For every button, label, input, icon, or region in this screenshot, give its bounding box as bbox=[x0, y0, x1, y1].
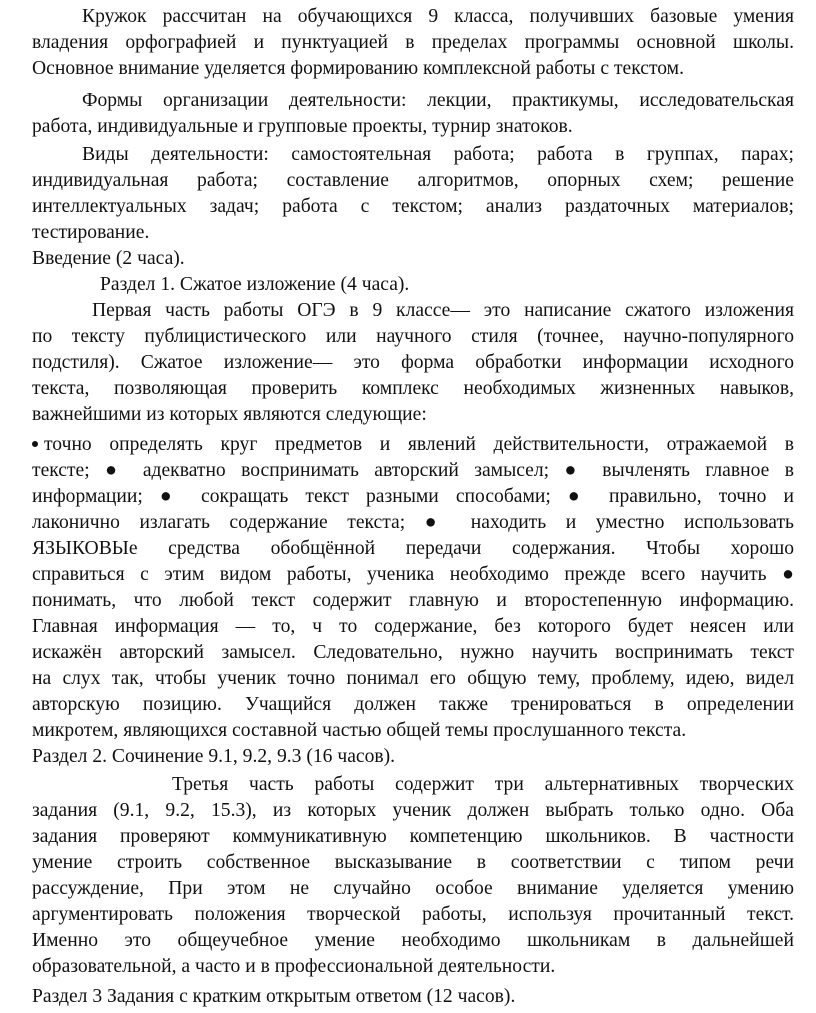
text-line: лаконично излагать содержание текста; ● находить и уместно использовать bbox=[32, 512, 794, 533]
text-line: авторскую позицию. Учащийся должен также тренироваться в определении bbox=[32, 694, 794, 715]
text-line: Раздел 3 Задания с кратким открытым ответом (12 часов). bbox=[32, 986, 516, 1007]
text-line: понимать, что любой текст содержит главную и второстепенную информацию. bbox=[32, 590, 794, 611]
text-line: ЯЗЫКОВЫе средства обобщённой передачи содержания. Чтобы хорошо bbox=[32, 538, 794, 559]
text-line: Главная информация — то, ч то содержание, без которого будет неясен или bbox=[32, 616, 794, 637]
text-line: рассуждение, При этом не случайно особое внимание уделяется умению bbox=[32, 878, 794, 899]
text-line: информации; ● сокращать текст разными способами; ● правильно, точно и bbox=[32, 486, 794, 507]
text-line: важнейшими из которых являются следующие: bbox=[32, 404, 427, 425]
bullet-icon bbox=[32, 441, 38, 447]
text-line: работа, индивидуальные и групповые проекты, турнир знатоков. bbox=[32, 116, 573, 137]
text-line: умение строить собственное высказывание в соответствии с типом речи bbox=[32, 852, 794, 873]
text-line: тестирование. bbox=[32, 222, 150, 243]
text-line: Кружок рассчитан на обучающихся 9 класса, получивших базовые умения bbox=[82, 6, 794, 27]
text-line: образовательной, а часто и в профессиональной деятельности. bbox=[32, 956, 556, 977]
text-line: владения орфографией и пунктуацией в пределах программы основной школы. bbox=[32, 32, 794, 53]
text-line: Виды деятельности: самостоятельная работа; работа в группах, парах; bbox=[82, 144, 794, 165]
text-line: Раздел 2. Сочинение 9.1, 9.2, 9.3 (16 часов). bbox=[32, 746, 396, 767]
text-line: Третья часть работы содержит три альтернативных творческих bbox=[172, 774, 794, 795]
text-line: Именно это общеучебное умение необходимо школьникам в дальнейшей bbox=[32, 930, 794, 951]
text-line: текста, позволяющая проверить комплекс необходимых жизненных навыков, bbox=[32, 378, 794, 399]
text-line: Раздел 1. Сжатое изложение (4 часа). bbox=[100, 274, 410, 295]
text-line: на слух так, чтобы ученик точно понимал его общую тему, проблему, идею, видел bbox=[32, 668, 794, 689]
text-line: по тексту публицистического или научного стиля (точнее, научно-популярного bbox=[32, 326, 794, 347]
text-line: тексте; ● адекватно воспринимать авторский замысел; ● вычленять главное в bbox=[32, 460, 794, 481]
text-line: Введение (2 часа). bbox=[32, 248, 185, 269]
text-line: точно определять круг предметов и явлений действительности, отражаемой в bbox=[32, 432, 794, 459]
text-line: искажён авторский замысел. Следовательно, нужно научить воспринимать текст bbox=[32, 642, 794, 663]
text-line: Основное внимание уделяется формированию комплексной работы с текстом. bbox=[32, 58, 684, 79]
text-line: подстиля). Сжатое изложение— это форма обработки информации исходного bbox=[32, 352, 794, 373]
text-line: аргументировать положения творческой работы, используя прочитанный текст. bbox=[32, 904, 794, 925]
text-line: задания проверяют коммуникативную компетенцию школьников. В частности bbox=[32, 826, 794, 847]
text-line: Формы организации деятельности: лекции, практикумы, исследовательская bbox=[82, 90, 794, 111]
text-line: Первая часть работы ОГЭ в 9 классе— это написание сжатого изложения bbox=[92, 300, 794, 321]
text-line: индивидуальная работа; составление алгоритмов, опорных схем; решение bbox=[32, 170, 794, 191]
text-line: справиться с этим видом работы, ученика необходимо прежде всего научить ● bbox=[32, 564, 794, 585]
text-line: микротем, являющихся составной частью общей темы прослушанного текста. bbox=[32, 720, 687, 741]
text-line: интеллектуальных задач; работа с текстом; анализ раздаточных материалов; bbox=[32, 196, 794, 217]
text-line: задания (9.1, 9.2, 15.3), из которых ученик должен выбрать только одно. Оба bbox=[32, 800, 794, 821]
